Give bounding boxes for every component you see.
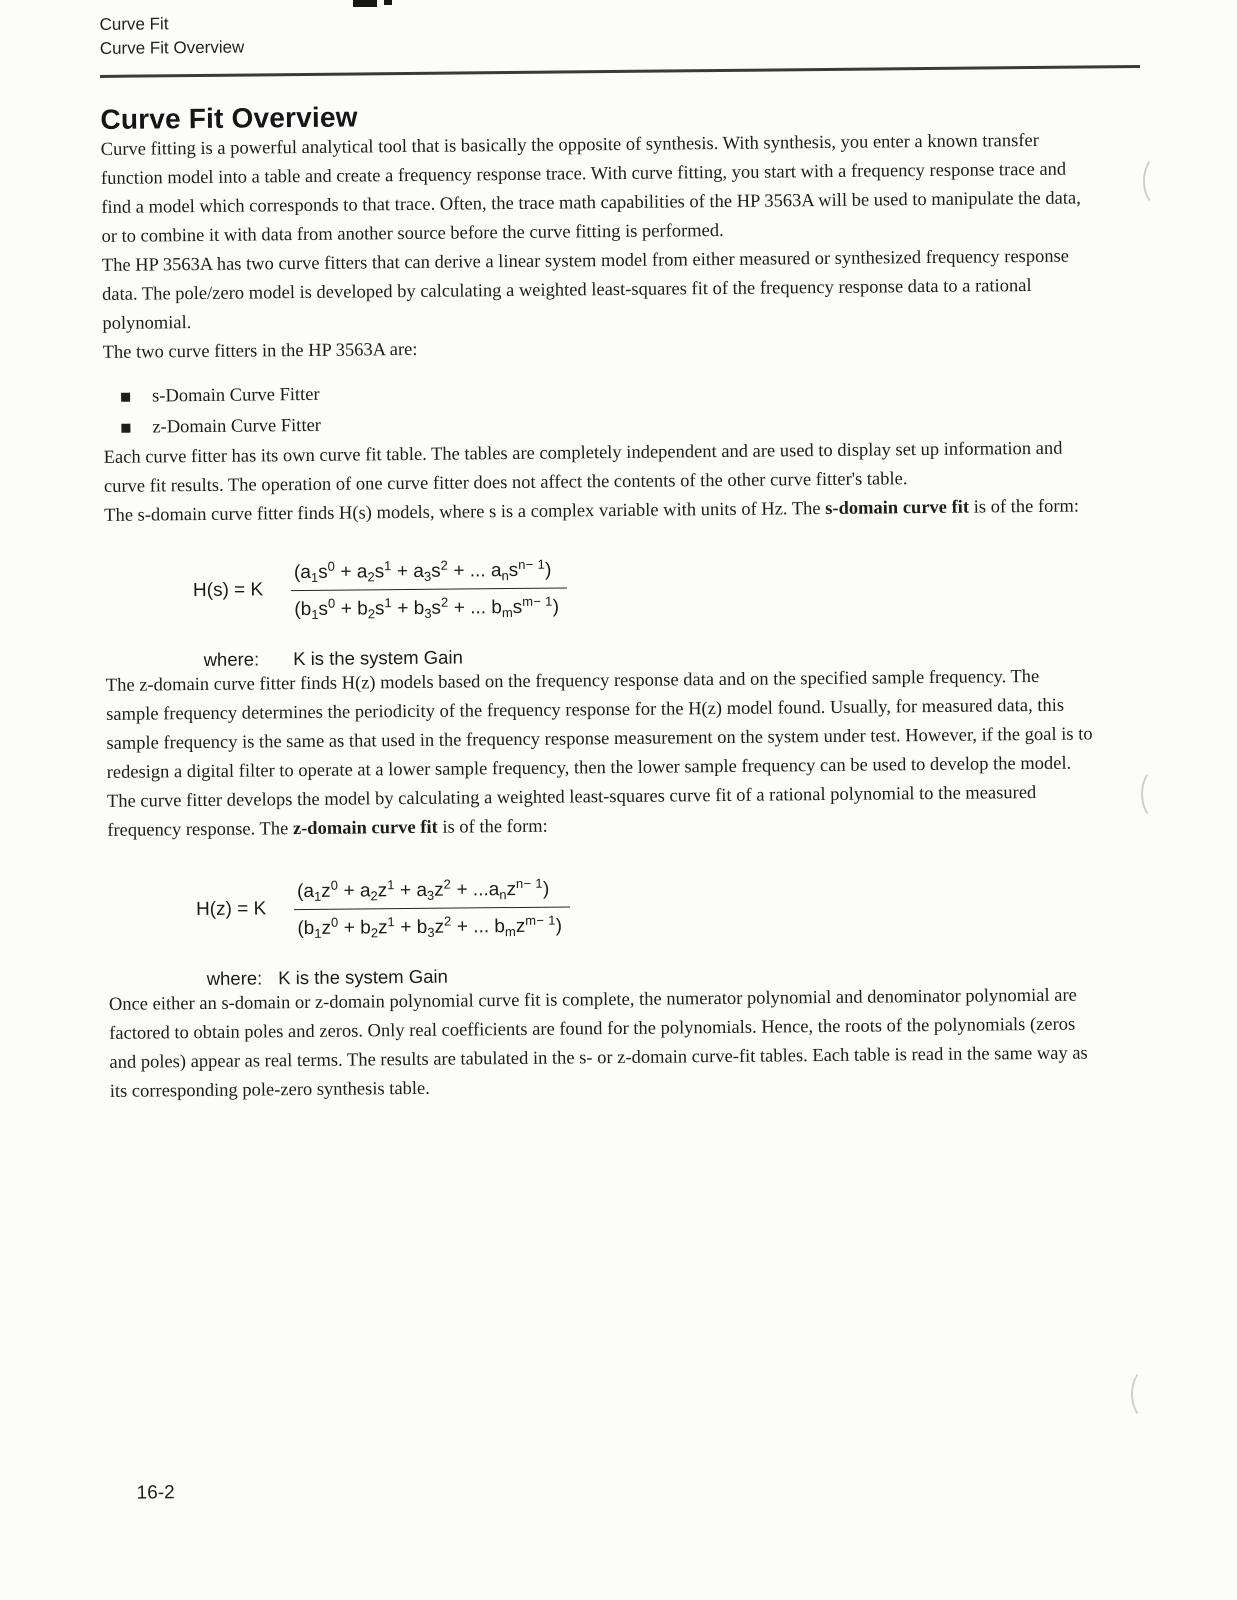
z-domain-formula [196, 870, 1149, 942]
scan-artifact-arc [1141, 768, 1173, 820]
z-domain-text-before: The z-domain curve fitter finds H(z) models based on the frequency response data and on the specified sample frequency. The sample frequency determines the periodicity of the frequency response for the H(z) model found. Usually, for measured data, this sample frequency is the same as that used in the frequency response measurement on the system under test. However, if the goal is to redesign a digital filter to operate at a lower sample frequency, then the lower sample frequency can be used to develop the model. The curve fitter develops the model by calculating a weighted least-squares curve fit of a rational polynomial to the measured frequency response. The [105, 666, 1093, 841]
numerator: ($a_1s^0 + a_2s^1 + a_3s^2$ + ... $a_ns^{n- 1}$) [291, 556, 567, 591]
scan-artifact-mark [384, 0, 392, 5]
page-number: 16-2 [136, 1482, 175, 1504]
formula-lhs: H(z) = K [195, 898, 267, 921]
scan-artifact-arc [1143, 155, 1175, 207]
running-header-chapter: Curve Fit [99, 14, 169, 34]
where-label: where: [203, 648, 260, 670]
where-label: where: [206, 967, 263, 989]
paragraph-intro: Curve fitting is a powerful analytical tool that is basically the opposite of synthesis. With synthesis, you enter a known transfer function model into a table and create a frequency response trace. With curve fitting, you start with a frequency response trace and find a model which corresponds to that trace. Often, the trace math capabilities of the HP 3563A will be used to manipulate the data, or to combine it with data from another source before the curve fitting is performed. [100, 130, 1081, 247]
curve-fitter-list [103, 372, 1144, 444]
paragraph-fitters: The HP 3563A has two curve fitters that can derive a linear system model from either measured or synthesized frequency response data. The pole/zero model is developed by calculating a weighted least-squares fit of the frequency response data to a rational polynomial. [101, 246, 1070, 334]
bullet-square-icon [121, 423, 130, 432]
running-header-section: Curve Fit Overview [99, 37, 245, 58]
fraction [291, 556, 567, 622]
fraction [294, 875, 570, 941]
denominator: ($b_1z^0 + b_2z^1 + b_3z^2$ + ... $b_mz^{m- 1}$) [297, 912, 563, 941]
scan-artifact-mark [353, 0, 377, 7]
list-item-label: s-Domain Curve Fitter [152, 384, 320, 407]
where-text: K is the system Gain [293, 646, 463, 669]
where-text: K is the system Gain [278, 965, 448, 988]
s-domain-text-before: The s-domain curve fitter finds H(s) models, where s is a complex variable with units of Hz. The [104, 498, 826, 526]
header-rule [100, 65, 1140, 78]
paragraph-tables: Each curve fitter has its own curve fit table. The tables are completely independent and are used to display set up information and curve fit results. The operation of one curve fitter does not affect the contents of the other curve fitter's table. [103, 438, 1063, 497]
paragraph-results: Once either an s-domain or z-domain polynomial curve fit is complete, the numerator polynomial and denominator polynomial are factored to obtain poles and zeros. Only real coefficients are found for the polynomials. Hence, the roots of the polynomials (zeros and poles) appear as real terms. The results are tabulated in the s- or z-domain curve-fit tables. Each table is read in the same way as its corresponding pole-zero synthesis table. [108, 985, 1088, 1102]
paragraph-list-intro: The two curve fitters in the HP 3563A are: [102, 339, 418, 363]
z-domain-text-after: is of the form: [437, 816, 548, 838]
list-item-label: z-Domain Curve Fitter [152, 415, 322, 438]
bullet-square-icon [121, 392, 130, 401]
paragraph-z-domain [106, 662, 1096, 845]
denominator: ($b_1s^0 + b_2s^1 + b_3s^2$ + ... $b_ms^{m- 1}$) [294, 593, 560, 622]
running-header [99, 3, 1139, 61]
scan-artifact-arc [1131, 1368, 1163, 1420]
s-domain-bold-term: s-domain curve fit [825, 497, 970, 519]
z-domain-bold-term: z-domain curve fit [292, 817, 438, 839]
page-title: Curve Fit Overview [100, 101, 358, 135]
s-domain-text-after: is of the form: [968, 496, 1080, 518]
numerator: $(a_1z^0 + a_2z^1 + a_3z^2 + ...a_nz^{n- 1})$ [294, 875, 570, 910]
s-domain-formula [193, 551, 1146, 623]
formula-lhs: H(s) = K [192, 579, 264, 602]
